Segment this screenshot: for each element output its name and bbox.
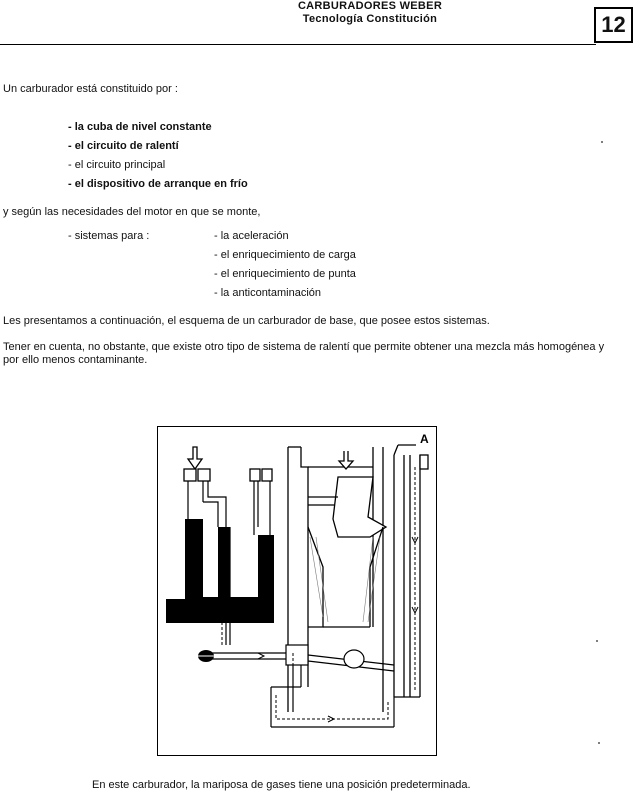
- air-intake-arrow-icon: [188, 447, 202, 469]
- system-item: - el enriquecimiento de punta: [214, 268, 356, 280]
- scan-dot: [596, 640, 598, 642]
- header-rule: [0, 44, 596, 45]
- throttle-body-block: [286, 645, 308, 665]
- fuel-bowl: [166, 519, 274, 623]
- scan-dot: [598, 742, 600, 744]
- paragraph-2: Tener en cuenta, no obstante, que existe otro tipo de sistema de ralentí que permite obtener una mezcla más homogénea y por ello menos contaminante.: [3, 341, 605, 366]
- needs-line: y según las necesidades del motor en que se monte,: [3, 206, 261, 218]
- component-item: - la cuba de nivel constante: [68, 121, 212, 133]
- flow-arrow-icon: [258, 653, 264, 659]
- component-item: - el dispositivo de arranque en frío: [68, 178, 248, 190]
- jet-cap: [250, 469, 260, 481]
- system-item: - la anticontaminación: [214, 287, 322, 299]
- systems-label: - sistemas para :: [68, 230, 150, 242]
- carburetor-diagram: [157, 426, 437, 756]
- jet-cap: [262, 469, 272, 481]
- screw-a: [420, 455, 428, 469]
- figure-caption: En este carburador, la mariposa de gases tiene una posición predeterminada.: [92, 779, 471, 791]
- header-subtitle: Tecnología Constitución: [302, 13, 438, 25]
- component-item: - el circuito principal: [68, 159, 166, 171]
- header-title: CARBURADORES WEBER: [297, 0, 443, 12]
- float-chamber-vent: [184, 469, 196, 481]
- throttle-valve: [344, 650, 364, 668]
- float-chamber-vent: [198, 469, 210, 481]
- intro-text: Un carburador está constituido por :: [3, 83, 178, 95]
- paragraph-1: Les presentamos a continuación, el esquema de un carburador de base, que posee estos sistemas.: [3, 315, 490, 327]
- system-item: - el enriquecimiento de carga: [214, 249, 356, 261]
- component-item: - el circuito de ralentí: [68, 140, 179, 152]
- label-a: A: [420, 432, 429, 446]
- system-item: - la aceleración: [214, 230, 289, 242]
- page-number-box: 12: [594, 7, 633, 43]
- scan-dot: [601, 141, 603, 143]
- airflow-arrow-icon: [339, 451, 353, 469]
